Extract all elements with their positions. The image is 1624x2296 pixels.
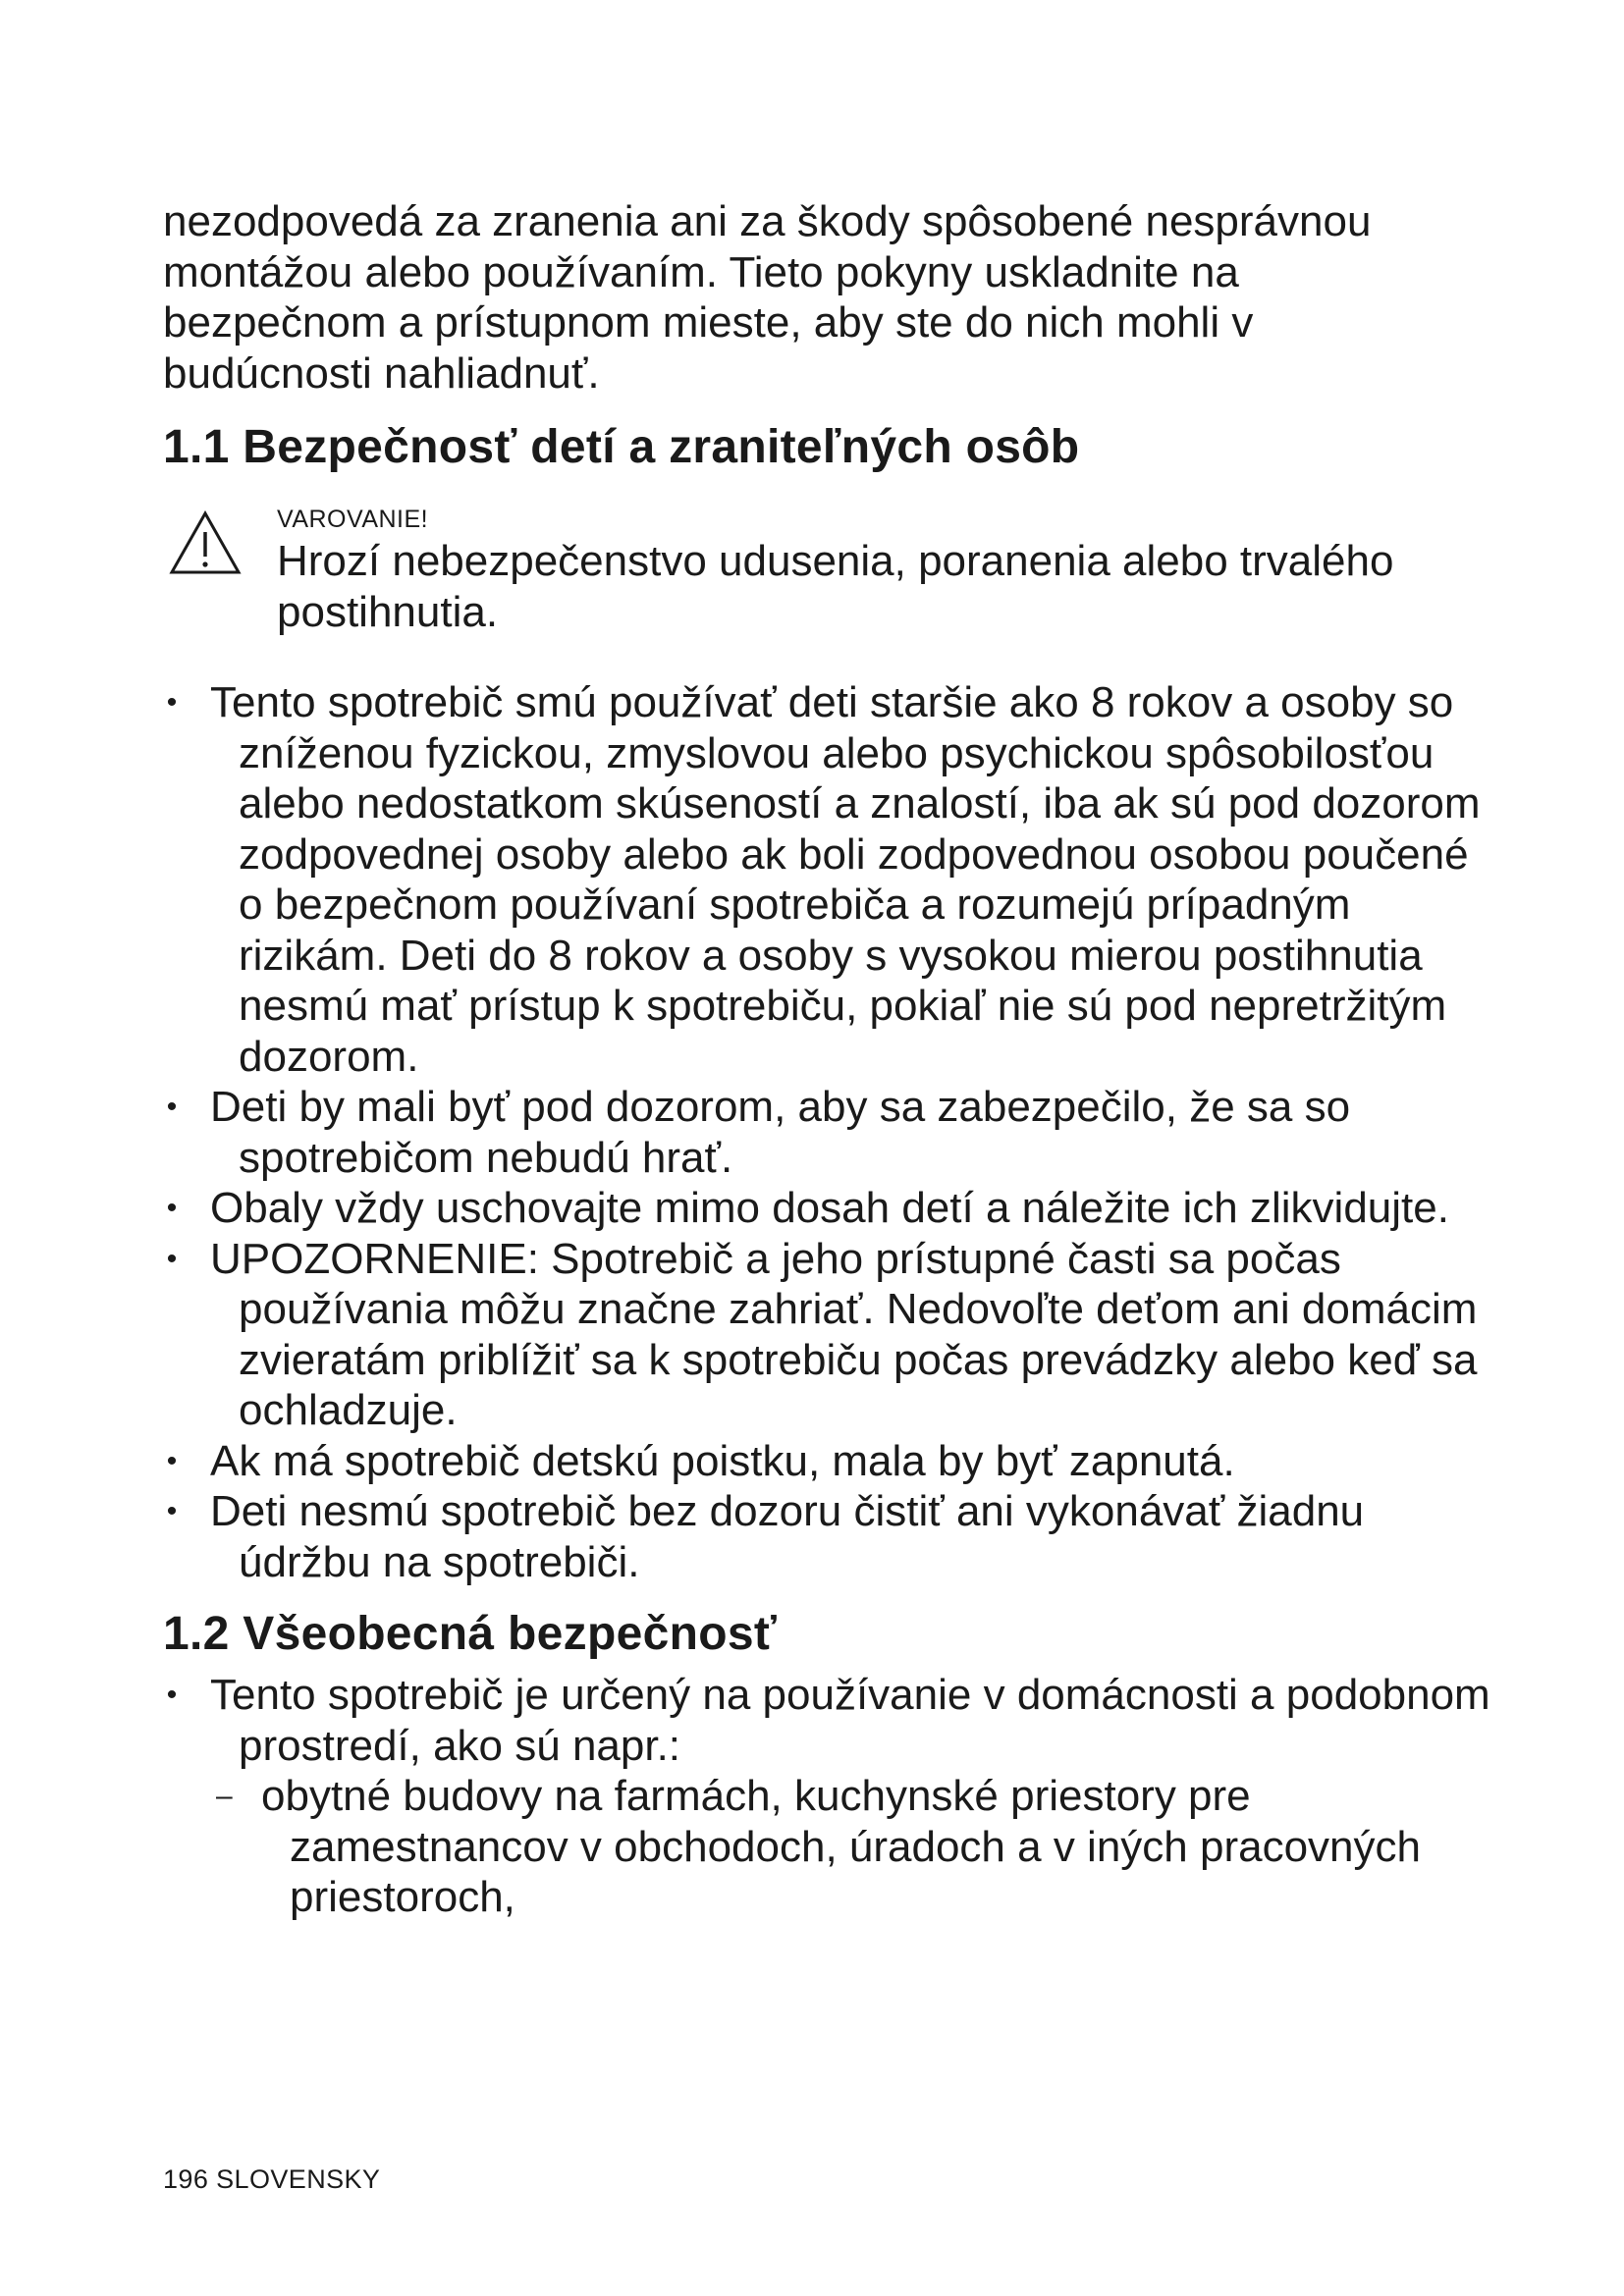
general-safety-list — [163, 1670, 1498, 1923]
list-item — [163, 677, 1498, 1082]
list-item — [163, 1082, 1498, 1183]
bullet-marker: • — [166, 1679, 178, 1711]
warning-text: Hrozí nebezpečenstvo udusenia, poranenia alebo trvalého postihnutia. — [277, 537, 1394, 636]
section-heading-child-safety: 1.1 Bezpečnosť detí a zraniteľných osôb — [163, 421, 1080, 473]
sub-list-item-text: obytné budovy na farmách, kuchynské priestory pre zamestnancov v obchodoch, úradoch a v iných pracovných priestoroch, — [261, 1772, 1421, 1921]
warning-block — [163, 491, 1498, 677]
list-item — [163, 1234, 1498, 1436]
list-item — [163, 1486, 1498, 1587]
list-item-text: Tento spotrebič je určený na používanie v domácnosti a podobnom prostredí, ako sú napr.: — [210, 1671, 1490, 1770]
list-item-text: Ak má spotrebič detskú poistku, mala by byť zapnutá. — [210, 1436, 1235, 1485]
bullet-marker: • — [166, 1444, 178, 1477]
list-item-text: Deti nesmú spotrebič bez dozoru čistiť ani vykonávať žiadnu údržbu na spotrebiči. — [210, 1487, 1365, 1586]
list-item — [163, 1436, 1498, 1487]
list-item — [163, 1670, 1498, 1771]
list-item-text: Obaly vždy uschovajte mimo dosah detí a náležite ich zlikvidujte. — [210, 1184, 1449, 1232]
sub-list-item — [163, 1771, 1498, 1923]
list-item-text: UPOZORNENIE: Spotrebič a jeho prístupné časti sa počas používania môžu značne zahriať. Nedovoľte deťom ani domácim zvieratám priblížiť sa k spotrebiču počas prevádzky alebo keď sa ochladzuje. — [210, 1234, 1478, 1434]
bullet-marker: • — [166, 1242, 178, 1275]
page-footer: 196 SLOVENSKY — [163, 2164, 381, 2194]
warning-label: VAROVANIE! — [277, 506, 429, 533]
list-item-text: Tento spotrebič smú používať deti staršie ako 8 rokov a osoby so zníženou fyzickou, zmyslovou alebo psychickou spôsobilosťou alebo nedostatkom skúseností a znalostí, iba ak sú pod dozorom zodpovednej osoby alebo ak boli zodpovednou osobou poučené o bezpečnom používaní spotrebiča a rozumejú prípadným rizikám. Deti do 8 rokov a osoby s vysokou mierou postihnutia nesmú mať prístup k spotrebiču, pokiaľ nie sú pod nepretržitým dozorom. — [210, 678, 1481, 1081]
child-safety-list — [163, 677, 1498, 1587]
intro-paragraph: nezodpovedá za zranenia ani za škody spôsobené nesprávnou montážou alebo používaním. Tieto pokyny uskladnite na bezpečnom a prístupnom mieste, aby ste do nich mohli v budúcnosti nahliadnuť. — [163, 197, 1372, 398]
document-page — [163, 196, 1498, 1923]
bullet-marker: • — [166, 686, 178, 719]
bullet-marker: • — [166, 1091, 178, 1123]
section-heading-general-safety: 1.2 Všeobecná bezpečnosť — [163, 1608, 778, 1660]
list-item — [163, 1183, 1498, 1234]
dash-marker: – — [216, 1780, 233, 1812]
bullet-marker: • — [166, 1495, 178, 1527]
warning-triangle-icon — [169, 510, 242, 575]
list-item-text: Deti by mali byť pod dozorom, aby sa zabezpečilo, že sa so spotrebičom nebudú hrať. — [210, 1083, 1351, 1182]
bullet-marker: • — [166, 1192, 178, 1224]
